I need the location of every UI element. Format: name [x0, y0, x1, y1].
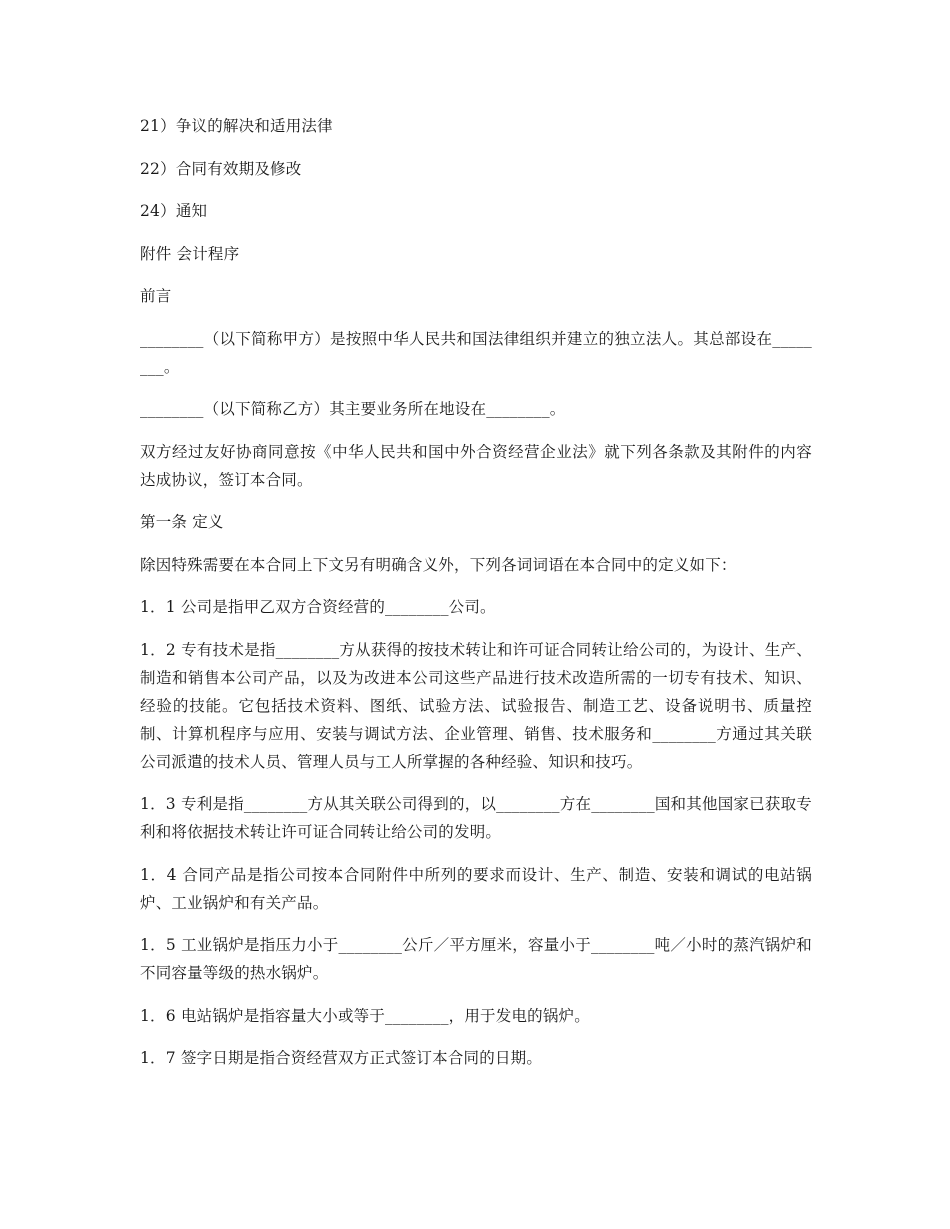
- party-b-paragraph: ________（以下简称乙方）其主要业务所在地设在________。: [140, 400, 566, 418]
- article-1-heading: 第一条 定义: [140, 513, 224, 531]
- toc-item-24: 24）通知: [140, 202, 208, 220]
- appendix-heading: 附件 会计程序: [140, 244, 240, 263]
- clause-1-1: 1．1 公司是指甲乙双方合资经营的________公司。: [140, 598, 496, 616]
- clause-1-6: 1．6 电站锅炉是指容量大小或等于________，用于发电的锅炉。: [140, 1006, 590, 1025]
- clause-1-7: 1．7 签字日期是指合资经营双方正式签订本合同的日期。: [140, 1049, 543, 1067]
- toc-item-21: 21）争议的解决和适用法律: [140, 117, 333, 135]
- clause-1-3: 1．3 专利是指________方从其关联公司得到的，以________方在________国和其他国家已获取专利和将依据技术转让许可证合同转让给公司的发明。: [140, 795, 812, 841]
- clause-1-2: 1．2 专有技术是指________方从获得的按技术转让和许可证合同转让给公司的，为设计、生产、制造和销售本公司产品，以及为改进本公司这些产品进行技术改造所需的一切专有技术、知识、经验的技能。它包括技术资料、图纸、试验方法、试验报告、制造工艺、设备说明书、质量控制、计算机程序与应用、安装与调试方法、企业管理、销售、技术服务和________方通过其关联公司派遣的技术人员、管理人员与工人所掌握的各种经验、知识和技巧。: [140, 640, 812, 771]
- clause-1-5: 1．5 工业锅炉是指压力小于________公斤／平方厘米，容量小于________吨／小时的蒸汽锅炉和不同容量等级的热水锅炉。: [140, 936, 812, 982]
- party-a-paragraph: ________（以下简称甲方）是按照中华人民共和国法律组织并建立的独立法人。其总部设在________。: [140, 329, 812, 376]
- preface-heading: 前言: [140, 287, 172, 305]
- document-body: [140, 112, 812, 1087]
- definitions-intro: 除因特殊需要在本合同上下文另有明确含义外，下列各词词语在本合同中的定义如下：: [140, 555, 737, 574]
- toc-item-22: 22）合同有效期及修改: [140, 159, 302, 178]
- agreement-paragraph: 双方经过友好协商同意按《中华人民共和国中外合资经营企业法》就下列各条款及其附件的内容达成协议，签订本合同。: [140, 442, 812, 489]
- clause-1-4: 1．4 合同产品是指公司按本合同附件中所列的要求而设计、生产、制造、安装和调试的电站锅炉、工业锅炉和有关产品。: [140, 865, 812, 912]
